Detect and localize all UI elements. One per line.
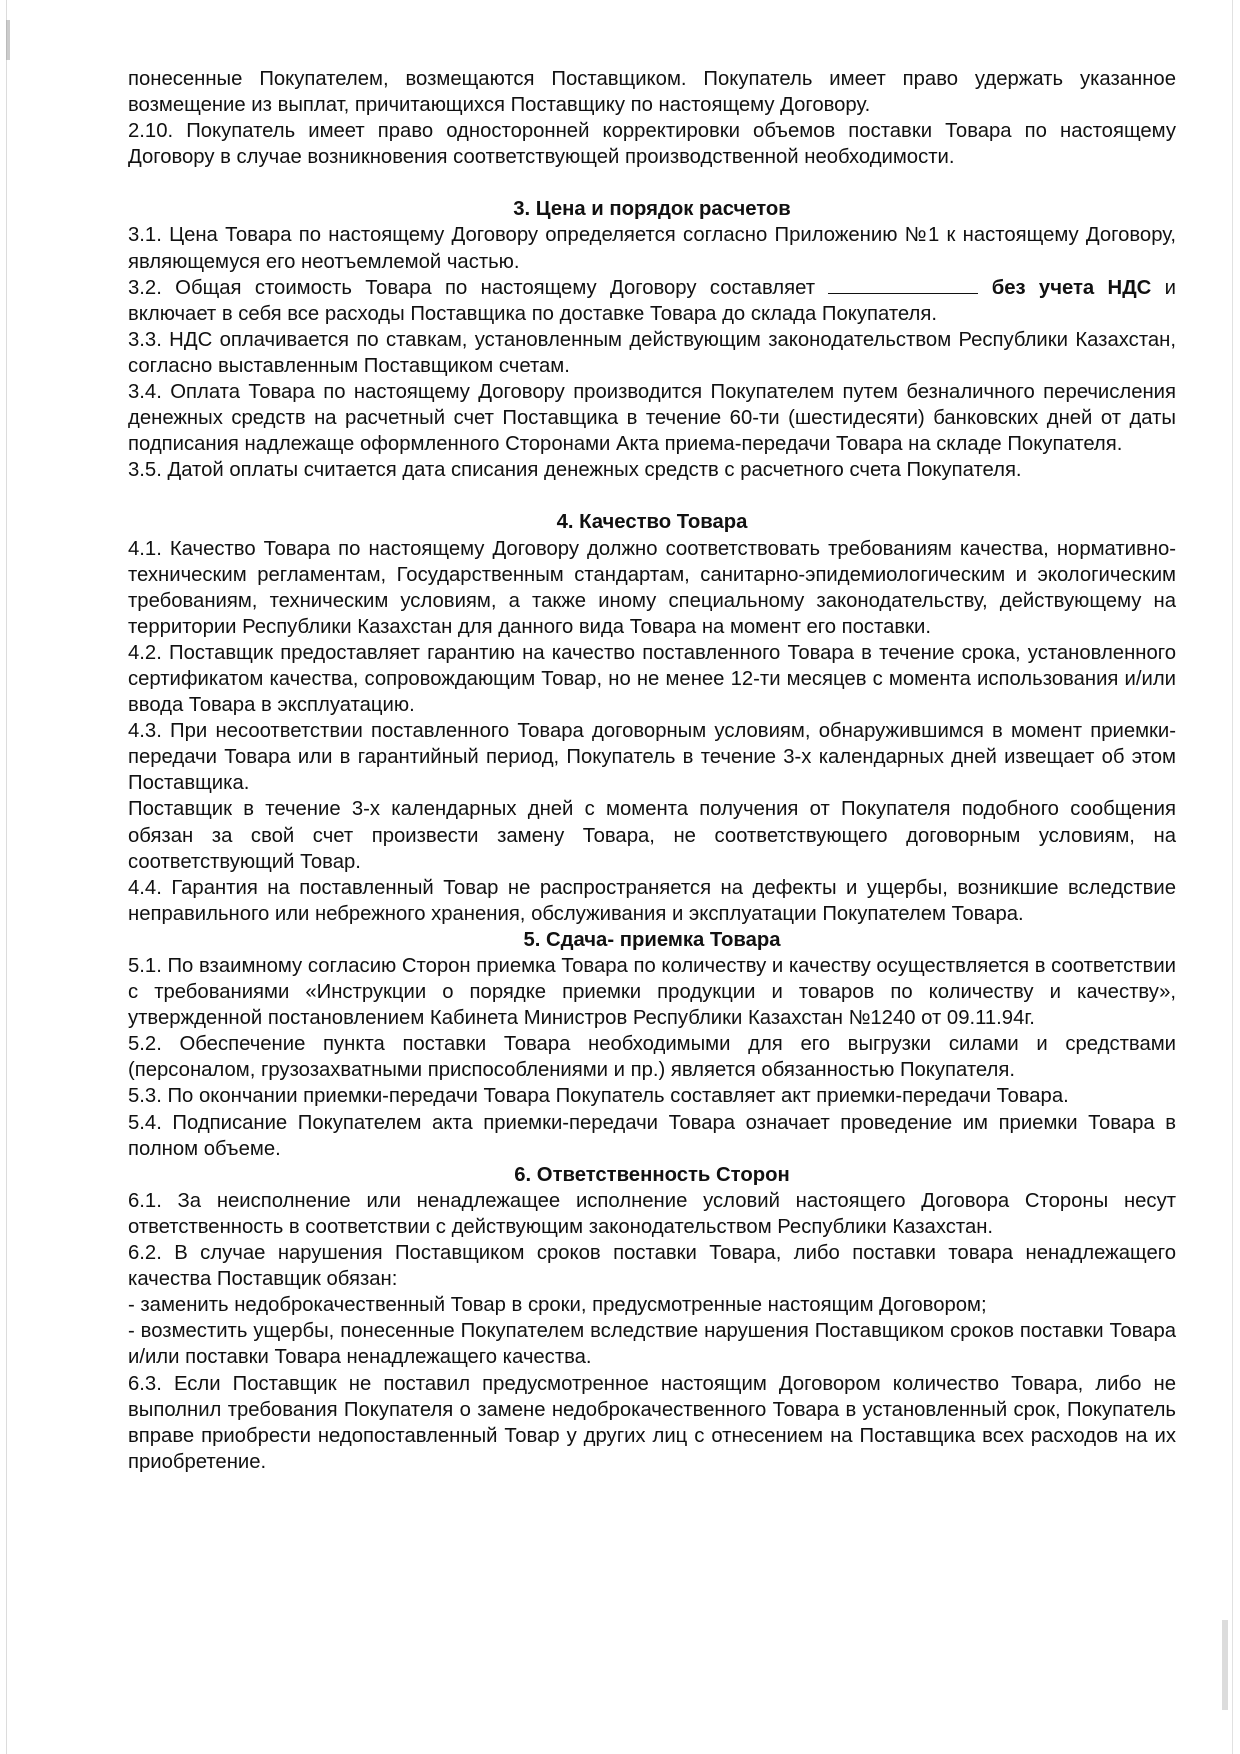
clause-3-3: 3.3. НДС оплачивается по ставкам, установленным действующим законодательством Республики Казахстан, согласно выставленным Поставщиком счетам. bbox=[128, 328, 1176, 377]
clause-6-2-item-a: - заменить недоброкачественный Товар в сроки, предусмотренные настоящим Договором; bbox=[128, 1294, 987, 1317]
clause-3-1: 3.1. Цена Товара по настоящему Договору определяется согласно Приложению №1 к настоящему Договору, являющемуся его неотъемлемой частью. bbox=[128, 224, 1176, 273]
clause-6-3: 6.3. Если Поставщик не поставил предусмотренное настоящим Договором количество Товара, либо не выполнил требования Покупателя о замене недоброкачественного Товара в установленный срок, Покупатель вправе приобрести недопоставленный Товар у других лиц с отнесением на Поставщика всех расходов на их приобретение. bbox=[128, 1372, 1176, 1473]
scan-edge-right-mark bbox=[1222, 1620, 1228, 1710]
scan-edge-left-mark bbox=[6, 20, 10, 60]
clause-4-2: 4.2. Поставщик предоставляет гарантию на качество поставленного Товара в течение срока, установленного сертификатом качества, сопровождающим Товар, но не менее 12-ти месяцев с момента использования и/или ввода Товара в эксплуатацию. bbox=[128, 641, 1176, 717]
clause-3-5: 3.5. Датой оплаты считается дата списания денежных средств с расчетного счета Покупателя. bbox=[128, 459, 1022, 482]
clause-3-2 bbox=[128, 275, 1176, 327]
clause-4-4: 4.4. Гарантия на поставленный Товар не распространяется на дефекты и ущербы, возникшие вследствие неправильного или небрежного хранения, обслуживания и эксплуатации Покупателем Товара. bbox=[128, 876, 1176, 925]
section-4-title: 4. Качество Товара bbox=[556, 511, 748, 534]
intro-paragraph: понесенные Покупателем, возмещаются Поставщиком. Покупатель имеет право удержать указанное возмещение из выплат, причитающихся Поставщику по настоящему Договору. bbox=[128, 68, 1176, 117]
clause-5-2: 5.2. Обеспечение пункта поставки Товара необходимыми для его выгрузки силами и средствами (персоналом, грузозахватными приспособлениями и пр.) является обязанностью Покупателя. bbox=[128, 1033, 1176, 1082]
section-3-title: 3. Цена и порядок расчетов bbox=[513, 198, 791, 221]
clause-4-3: 4.3. При несоответствии поставленного Товара договорным условиям, обнаружившимся в момент приемки-передачи Товара или в гарантийный период, Покупатель в течение 3-х календарных дней извещает об этом Поставщика. bbox=[128, 720, 1176, 795]
section-6-title: 6. Ответственность Сторон bbox=[514, 1163, 790, 1186]
clause-5-1: 5.1. По взаимному согласию Сторон приемка Товара по количеству и качеству осуществляется в соответствии с требованиями «Инструкции о порядке приемки продукции и товаров по количеству и качеству», утвержденной постановлением Кабинета Министров Республики Казахстан №1240 от 09.11.94г. bbox=[128, 955, 1176, 1030]
clause-3-4: 3.4. Оплата Товара по настоящему Договору производится Покупателем путем безналичного перечисления денежных средств на расчетный счет Поставщика в течение 60-ти (шестидесяти) банковских дней от даты подписания надлежаще оформленного Сторонами Акта приема-передачи Товара на складе Покупателя. bbox=[128, 381, 1176, 456]
section-5-title: 5. Сдача- приемка Товара bbox=[523, 928, 781, 951]
clause-5-3: 5.3. По окончании приемки-передачи Товара Покупатель составляет акт приемки-передачи Товара. bbox=[128, 1085, 1069, 1108]
clause-4-1: 4.1. Качество Товара по настоящему Договору должно соответствовать требованиям качества, нормативно-техническим регламентам, Государственным стандартам, санитарно-эпидемиологическим и экологическим требованиям, техническим условиям, а также иному специальному законодательству, действующему на территории Республики Казахстан для данного вида Товара на момент его поставки. bbox=[128, 537, 1176, 638]
document-page bbox=[128, 66, 1176, 1475]
vat-note: без учета НДС bbox=[991, 276, 1152, 299]
clause-6-2-item-b: - возместить ущербы, понесенные Покупателем вследствие нарушения Поставщиком сроков поставки Товара и/или поставки Товара ненадлежащего качества. bbox=[128, 1320, 1176, 1369]
clause-3-2-end: и включает в себя все расходы Поставщика по доставке Товара до склада Покупателя. bbox=[128, 276, 1177, 325]
clause-4-3-continued: Поставщик в течение 3-х календарных дней с момента получения от Покупателя подобного сообщения обязан за свой счет произвести замену Товара, не соответствующего договорным условиям, на соответствующий Товар. bbox=[128, 798, 1176, 873]
clause-3-2-start: 3.2. Общая стоимость Товара по настоящему Договору составляет bbox=[128, 276, 815, 299]
scan-edge-right bbox=[1232, 0, 1233, 1754]
clause-6-2: 6.2. В случае нарушения Поставщиком сроков поставки Товара, либо поставки товара ненадлежащего качества Поставщик обязан: bbox=[128, 1242, 1176, 1291]
amount-blank-field bbox=[828, 277, 978, 294]
clause-5-4: 5.4. Подписание Покупателем акта приемки-передачи Товара означает проведение им приемки Товара в полном объеме. bbox=[128, 1111, 1176, 1160]
scan-edge-left bbox=[6, 0, 7, 1754]
clause-2-10: 2.10. Покупатель имеет право односторонней корректировки объемов поставки Товара по настоящему Договору в случае возникновения соответствующей производственной необходимости. bbox=[128, 120, 1176, 169]
clause-6-1: 6.1. За неисполнение или ненадлежащее исполнение условий настоящего Договора Стороны несут ответственность в соответствии с действующим законодательством Республики Казахстан. bbox=[128, 1189, 1176, 1238]
